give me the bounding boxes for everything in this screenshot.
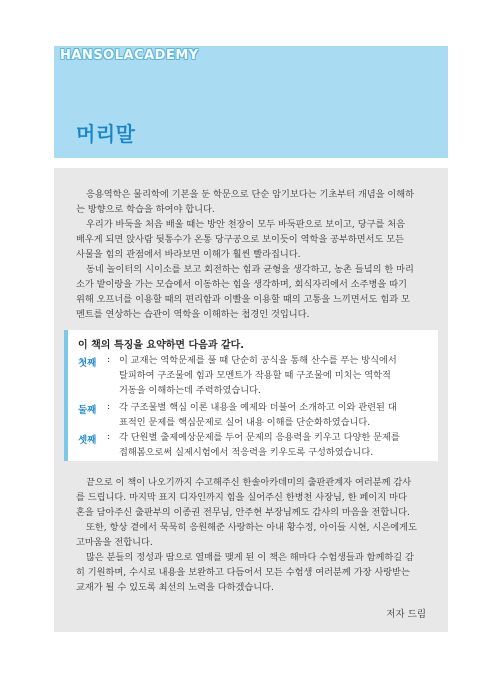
page-title: 머리말 <box>76 122 136 146</box>
summary-line: 탈피하여 구조물에 힘과 모멘트가 작용할 때 구조물에 미치는 역학적 <box>119 370 391 381</box>
intro-line: 배우게 되면 앉사람 뒷통수가 온통 당구공으로 보이듯이 역학을 공부하면서도 모든 <box>76 234 405 245</box>
closing-paragraph <box>76 475 426 595</box>
intro-line: 소가 밭이랑을 가는 모습에서 이동하는 힘을 생각하며, 회식자리에서 소주병을 따기 <box>76 279 407 290</box>
closing-line: 혼을 담아주신 출판부의 이종권 전무님, 안주현 부장님께도 감사의 마음을 전합니다. <box>76 507 410 518</box>
intro-line: 위해 오프너를 이용할 때의 편리함과 이빨을 이용할 때의 고통을 느끼면서도 힘과 모 <box>76 294 410 305</box>
closing-line: 고마움을 전합니다. <box>76 537 153 548</box>
summary-item-label: 첫째 <box>78 358 97 369</box>
summary-line: 각 구조물별 핵심 이론 내용을 예제와 더불어 소개하고 이와 관련된 대 <box>119 402 397 413</box>
summary-line: 이 교재는 역학문제를 풀 때 단순히 공식을 통해 산수를 푸는 방식에서 <box>119 355 397 366</box>
intro-line: 멘트를 연상하는 습관이 역학을 이해하는 첩경인 것입니다. <box>76 309 310 320</box>
intro-line: 동네 놀이터의 시이소를 보고 회전하는 힘과 균형을 생각하고, 농촌 들녘의 한 마리 <box>86 264 414 275</box>
intro-line: 는 방향으로 학습을 하여야 합니다. <box>76 204 215 215</box>
summary-item-colon: : <box>107 355 111 365</box>
summary-line: 각 단원별 출제예상문제를 두어 문제의 응용력을 키우고 다양한 문제를 <box>119 432 400 443</box>
closing-line: 를 드립니다. 마지막 표지 디자인까지 힘을 실어주신 한병천 사장님, 한 페이지 마다 <box>76 492 407 503</box>
summary-item-text <box>119 400 425 430</box>
closing-line: 히 기원하며, 수시로 내용을 보완하고 다듬어서 모든 수험생 여러분께 가장 사랑받는 <box>76 567 410 578</box>
summary-item-colon: : <box>107 402 111 412</box>
signature: 저자 드림 <box>386 609 426 620</box>
intro-line: 응용역학은 물리학에 기본을 둔 학문으로 단순 암기보다는 기초부터 개념을 이해하 <box>86 189 415 200</box>
intro-line: 사물을 힘의 관점에서 바라보면 이해가 훨씬 빨라집니다. <box>76 249 301 260</box>
brand-logo: HANSOLACADEMY <box>60 48 199 63</box>
summary-item-label: 둘째 <box>78 405 97 416</box>
summary-line: 표적인 문제를 핵심문제로 실어 내용 이해를 단순화하였습니다. <box>119 417 371 428</box>
closing-line: 교재가 될 수 있도록 최선의 노력을 다하겠습니다. <box>76 582 274 593</box>
summary-item-colon: : <box>107 432 111 442</box>
intro-line: 우리가 바둑을 처음 배울 때는 방안 천장이 모두 바둑판으로 보이고, 당구를 처음 <box>86 219 406 230</box>
summary-title: 이 책의 특징을 요약하면 다음과 같다. <box>78 340 245 351</box>
closing-line: 또한, 항상 곁에서 묵묵히 응원해준 사랑하는 아내 황수정, 아이들 시현, 시은에게도 <box>86 522 417 533</box>
intro-paragraph <box>76 187 426 322</box>
summary-item-text <box>119 430 425 460</box>
summary-item-text <box>119 353 425 398</box>
closing-line: 끝으로 이 책이 나오기까지 수고해주신 한솔아카데미의 출판관계자 여러분께 감사 <box>86 477 412 488</box>
summary-line: 거동을 이해하는데 주력하였습니다. <box>119 385 261 396</box>
summary-line: 접해봄으로써 실제시험에서 적응력을 키우도록 구성하였습니다. <box>119 447 374 458</box>
closing-line: 많은 분들의 정성과 땀으로 열매를 맺게 된 이 책은 해마다 수험생들과 함께하길 감 <box>86 552 414 563</box>
summary-item-label: 셋째 <box>78 435 97 446</box>
